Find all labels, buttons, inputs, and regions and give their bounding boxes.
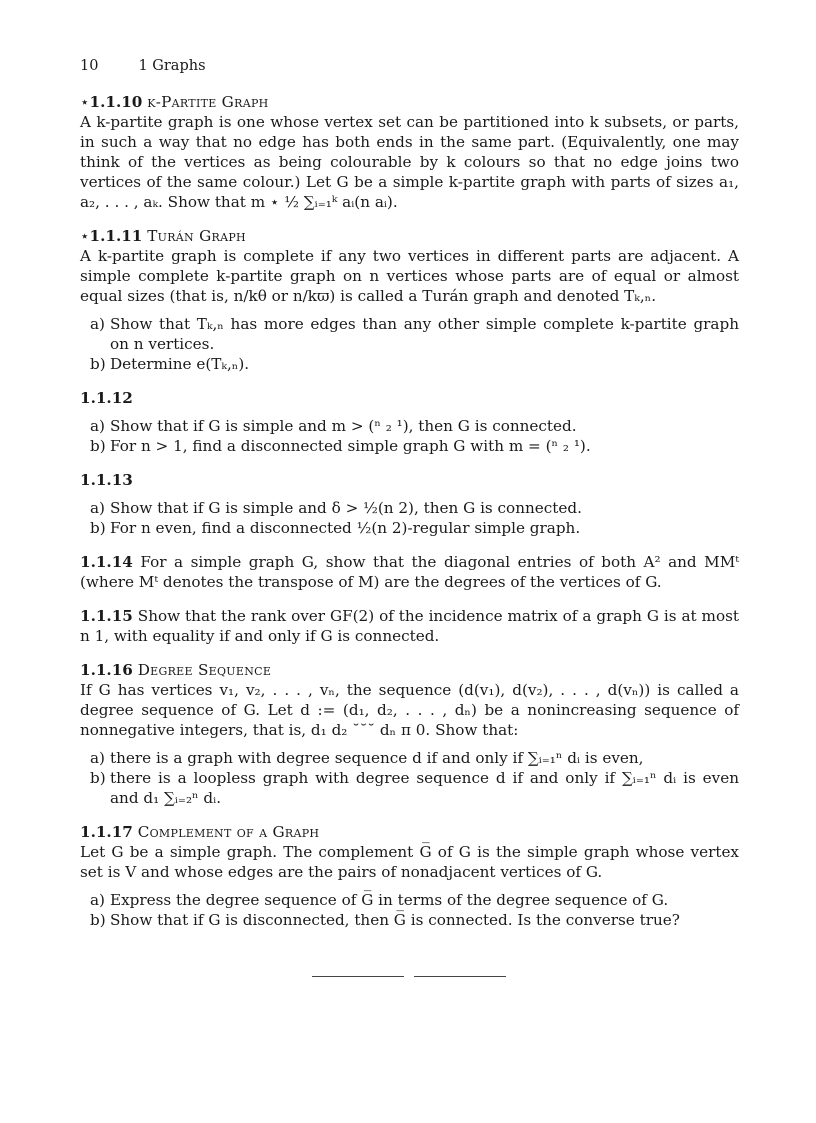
exercise-title — [80, 660, 739, 680]
exercise-name: Degree Sequence — [137, 661, 272, 679]
exercise-name: Complement of a Graph — [137, 823, 320, 841]
exercise-text: Let G be a simple graph. The complement G̅ of G is the simple graph whose vertex set is V and whose edges are the pairs of nonadjacent vertices of G. — [80, 843, 739, 881]
exercise-text: For a simple graph G, show that the diagonal entries of both A² and MMᵗ (where Mᵗ denotes the transpose of M) are the degrees of the vertices of G. — [80, 553, 740, 591]
exercise-name: Turán Graph — [147, 227, 246, 245]
exercise-title — [80, 822, 739, 842]
exercise-title — [80, 226, 739, 246]
part-text: Show that if G is disconnected, then G̅ is connected. Is the converse true? — [110, 911, 680, 929]
exercise-1-1-11 — [80, 226, 739, 374]
separator-rule — [312, 976, 404, 977]
exercise-part — [80, 768, 739, 808]
part-label: a) — [90, 499, 105, 517]
part-label: b) — [90, 911, 106, 929]
exercise-part — [80, 748, 739, 768]
exercise-parts — [80, 416, 739, 456]
exercise-title — [80, 470, 739, 490]
exercise-1-1-17 — [80, 822, 739, 930]
exercise-text: If G has vertices v₁, v₂, . . . , vₙ, the sequence (d(v₁), d(v₂), . . . , d(vₙ)) is called a degree sequence of G. Let d := (d₁, d₂, . . . , dₙ) be a nonincreasing sequence of nonnegative integers, that is, d₁ d₂ ˘˘˘ dₙ π 0. Show that: — [80, 681, 739, 739]
part-label: a) — [90, 315, 105, 333]
exercise-1-1-13 — [80, 470, 739, 538]
exercise-title — [80, 388, 739, 408]
exercise-title — [80, 606, 739, 646]
exercise-number: 1.1.12 — [80, 389, 133, 407]
part-label: a) — [90, 891, 105, 909]
exercise-1-1-14 — [80, 552, 739, 592]
part-text: there is a graph with degree sequence d if and only if ∑ᵢ₌₁ⁿ dᵢ is even, — [110, 749, 644, 767]
part-label: b) — [90, 769, 106, 787]
exercise-number: 1.1.10 — [89, 93, 143, 111]
star-icon: ⋆ — [80, 93, 90, 111]
page-content — [80, 56, 739, 944]
exercise-part — [80, 314, 739, 354]
exercise-parts — [80, 748, 739, 808]
exercise-part — [80, 354, 739, 374]
exercise-text: Show that the rank over GF(2) of the incidence matrix of a graph G is at most n 1, with equality if and only if G is connected. — [80, 607, 739, 645]
exercise-text: A k-partite graph is one whose vertex set can be partitioned into k subsets, or parts, in such a way that no edge has both ends in the same part. (Equivalently, one may think of the vertices as being colourable by k colours so that no edge joins two vertices of the same colour.) Let G be a simple k-partite graph with parts of sizes a₁, a₂, . . . , aₖ. Show that m ⋆ ½ ∑ᵢ₌₁ᵏ aᵢ(n aᵢ). — [80, 113, 739, 211]
exercise-1-1-12 — [80, 388, 739, 456]
exercise-parts — [80, 890, 739, 930]
part-text: For n even, find a disconnected ½(n 2)-regular simple graph. — [110, 519, 581, 537]
part-text: Show that Tₖ,ₙ has more edges than any other simple complete k-partite graph on n vertices. — [110, 315, 739, 353]
exercise-number: 1.1.17 — [80, 823, 133, 841]
exercise-title — [80, 92, 739, 112]
exercise-part — [80, 890, 739, 910]
exercise-part — [80, 910, 739, 930]
exercise-part — [80, 436, 739, 456]
page-number: 10 — [80, 58, 99, 74]
part-text: For n > 1, find a disconnected simple graph G with m = (ⁿ ₂ ¹). — [110, 437, 591, 455]
part-label: b) — [90, 519, 106, 537]
part-label: b) — [90, 437, 106, 455]
exercise-name: k-Partite Graph — [147, 93, 269, 111]
exercise-part — [80, 416, 739, 436]
star-icon: ⋆ — [80, 227, 90, 245]
exercise-1-1-15 — [80, 606, 739, 646]
part-text: Determine e(Tₖ,ₙ). — [110, 355, 250, 373]
exercise-number: 1.1.14 — [80, 553, 133, 571]
exercise-number: 1.1.16 — [80, 661, 133, 679]
exercise-part — [80, 518, 739, 538]
part-text: Express the degree sequence of G̅ in terms of the degree sequence of G. — [110, 891, 669, 909]
running-header — [80, 56, 739, 76]
exercise-parts — [80, 498, 739, 538]
part-label: b) — [90, 355, 106, 373]
exercise-number: 1.1.13 — [80, 471, 133, 489]
exercise-title — [80, 552, 739, 592]
exercise-part — [80, 498, 739, 518]
part-label: a) — [90, 417, 105, 435]
exercise-1-1-16 — [80, 660, 739, 808]
exercise-1-1-10 — [80, 92, 739, 212]
exercise-text: A k-partite graph is complete if any two vertices in different parts are adjacent. A simple complete k-partite graph on n vertices whose parts are of equal or almost equal sizes (that is, n/kθ or n/kϖ) is called a Turán graph and denoted Tₖ,ₙ. — [80, 247, 739, 305]
part-label: a) — [90, 749, 105, 767]
chapter-title: 1 Graphs — [138, 58, 206, 74]
separator-rule — [414, 976, 506, 977]
exercise-number: 1.1.15 — [80, 607, 133, 625]
part-text: Show that if G is simple and δ > ½(n 2), then G is connected. — [110, 499, 582, 517]
exercise-list — [80, 92, 739, 930]
part-text: there is a loopless graph with degree sequence d if and only if ∑ᵢ₌₁ⁿ dᵢ is even and d₁ ∑ᵢ₌₂ⁿ dᵢ. — [110, 769, 739, 807]
end-separator — [312, 976, 506, 977]
part-text: Show that if G is simple and m > (ⁿ ₂ ¹), then G is connected. — [110, 417, 577, 435]
exercise-parts — [80, 314, 739, 374]
exercise-number: 1.1.11 — [89, 227, 143, 245]
